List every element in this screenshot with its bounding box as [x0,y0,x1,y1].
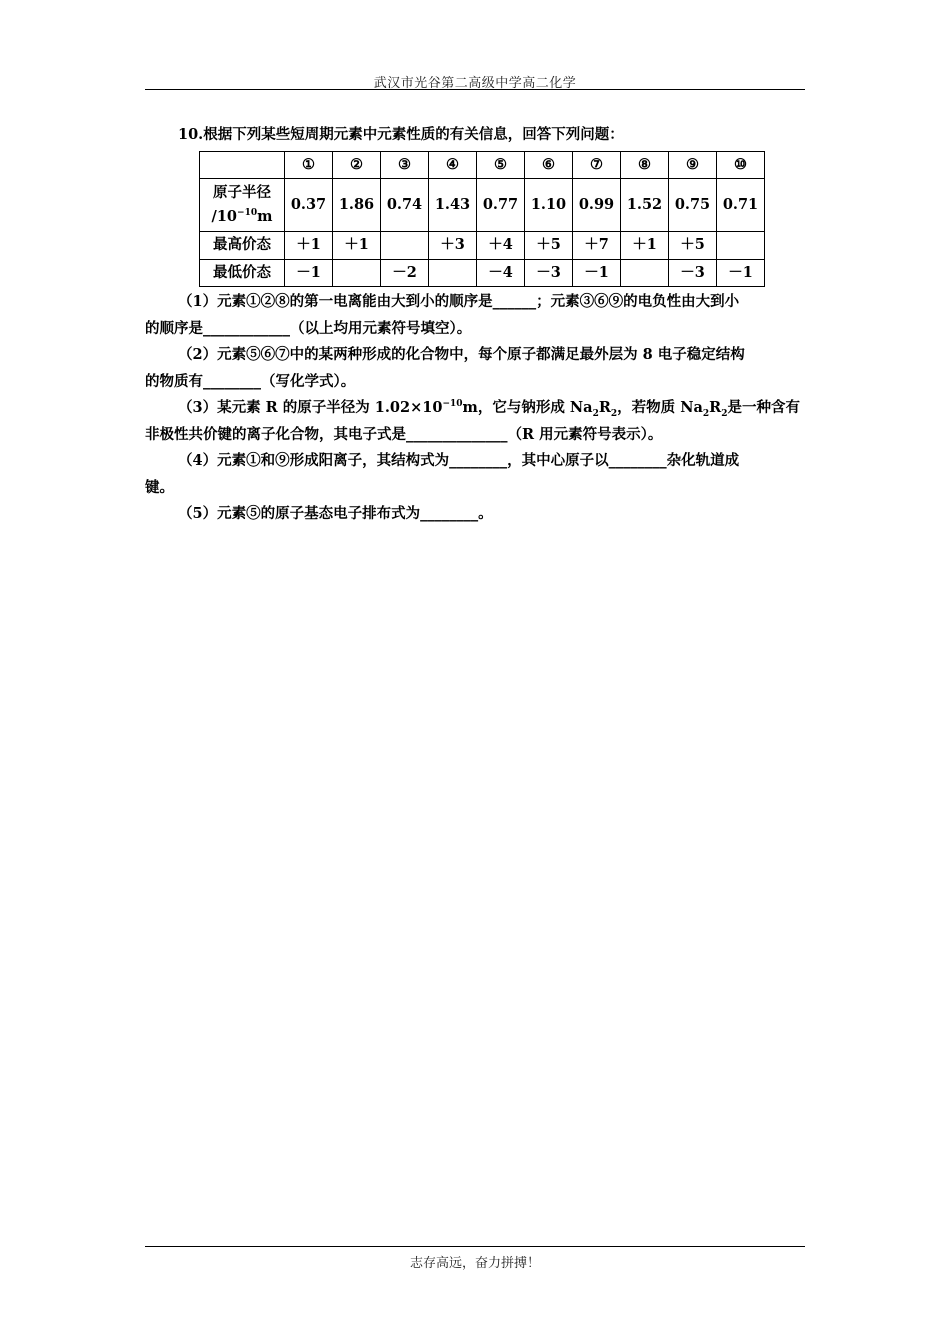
table-cell: ＋1 [621,232,669,260]
header-rule [145,89,805,90]
table-row-min-valence [200,259,765,287]
table-corner-cell [200,151,285,179]
table-cell [333,259,381,287]
table-cell: ＋1 [285,232,333,260]
table-cell: 0.77 [477,179,525,232]
table-header-row [200,151,765,179]
table-cell: 1.10 [525,179,573,232]
row-label-min-valence: 最低价态 [200,259,285,287]
column-header: ② [333,151,381,179]
element-properties-table [199,151,765,288]
column-header: ③ [381,151,429,179]
column-header: ⑨ [669,151,717,179]
part-1-line-1: （1）元素①②⑧的第一电离能由大到小的顺序是______；元素③⑥⑨的电负性由大到小 [178,293,740,310]
column-header: ⑩ [717,151,765,179]
table-cell: ＋4 [477,232,525,260]
column-header: ⑤ [477,151,525,179]
question-title: 10.根据下列某些短周期元素中元素性质的有关信息，回答下列问题： [178,126,624,143]
table-cell: －4 [477,259,525,287]
table-cell: 0.71 [717,179,765,232]
part-5-line-1: （5）元素⑤的原子基态电子排布式为________。 [178,505,493,522]
table-cell: ＋5 [525,232,573,260]
table-cell: －1 [285,259,333,287]
part-4-line-2: 键。 [145,478,174,496]
table-cell: －1 [717,259,765,287]
table-cell: ＋5 [669,232,717,260]
part-2-line-2: 的物质有________（写化学式）。 [145,372,356,390]
row-label-radius: 原子半径 $/10^{-10}m$ [200,179,285,232]
table-cell: 1.86 [333,179,381,232]
table-cell: －2 [381,259,429,287]
table-cell [621,259,669,287]
part-2-line-1: （2）元素⑤⑥⑦中的某两种形成的化合物中，每个原子都满足最外层为 8 电子稳定结构 [178,346,745,363]
table-cell: －3 [669,259,717,287]
table-row-max-valence [200,232,765,260]
part-3-line-2: 非极性共价键的离子化合物，其电子式是______________（R 用元素符号表示）。 [145,425,663,443]
footer-rule [145,1246,805,1247]
column-header: ④ [429,151,477,179]
table-cell: 1.52 [621,179,669,232]
table-cell: －3 [525,259,573,287]
part-4-line-1: （4）元素①和⑨形成阳离子，其结构式为________，其中心原子以________杂化轨道成 [178,452,740,469]
column-header: ⑦ [573,151,621,179]
table-cell: 1.43 [429,179,477,232]
column-header: ① [285,151,333,179]
table-cell: 0.75 [669,179,717,232]
table-cell [381,232,429,260]
row-label-max-valence: 最高价态 [200,232,285,260]
table-cell: 0.37 [285,179,333,232]
table-cell [429,259,477,287]
column-header: ⑧ [621,151,669,179]
table-cell: ＋3 [429,232,477,260]
table-cell: 0.99 [573,179,621,232]
table-cell: ＋1 [333,232,381,260]
question-body [145,122,805,528]
page-footer: 志存高远，奋力拼搏！ [409,1256,540,1271]
table-cell: －1 [573,259,621,287]
table-cell [717,232,765,260]
part-3-line-1: （3）某元素 R 的原子半径为 $1.02\times 10^{-10}m$，它与钠形成 $Na_2R_2$，若物质 $Na_2R_2$是一种含有 [178,399,800,419]
part-1-line-2: 的顺序是____________（以上均用元素符号填空）。 [145,319,472,337]
table-cell: ＋7 [573,232,621,260]
column-header: ⑥ [525,151,573,179]
page-header: 武汉市光谷第二高级中学高二化学 [373,76,577,91]
table-row-radius [200,179,765,232]
table-cell: 0.74 [381,179,429,232]
